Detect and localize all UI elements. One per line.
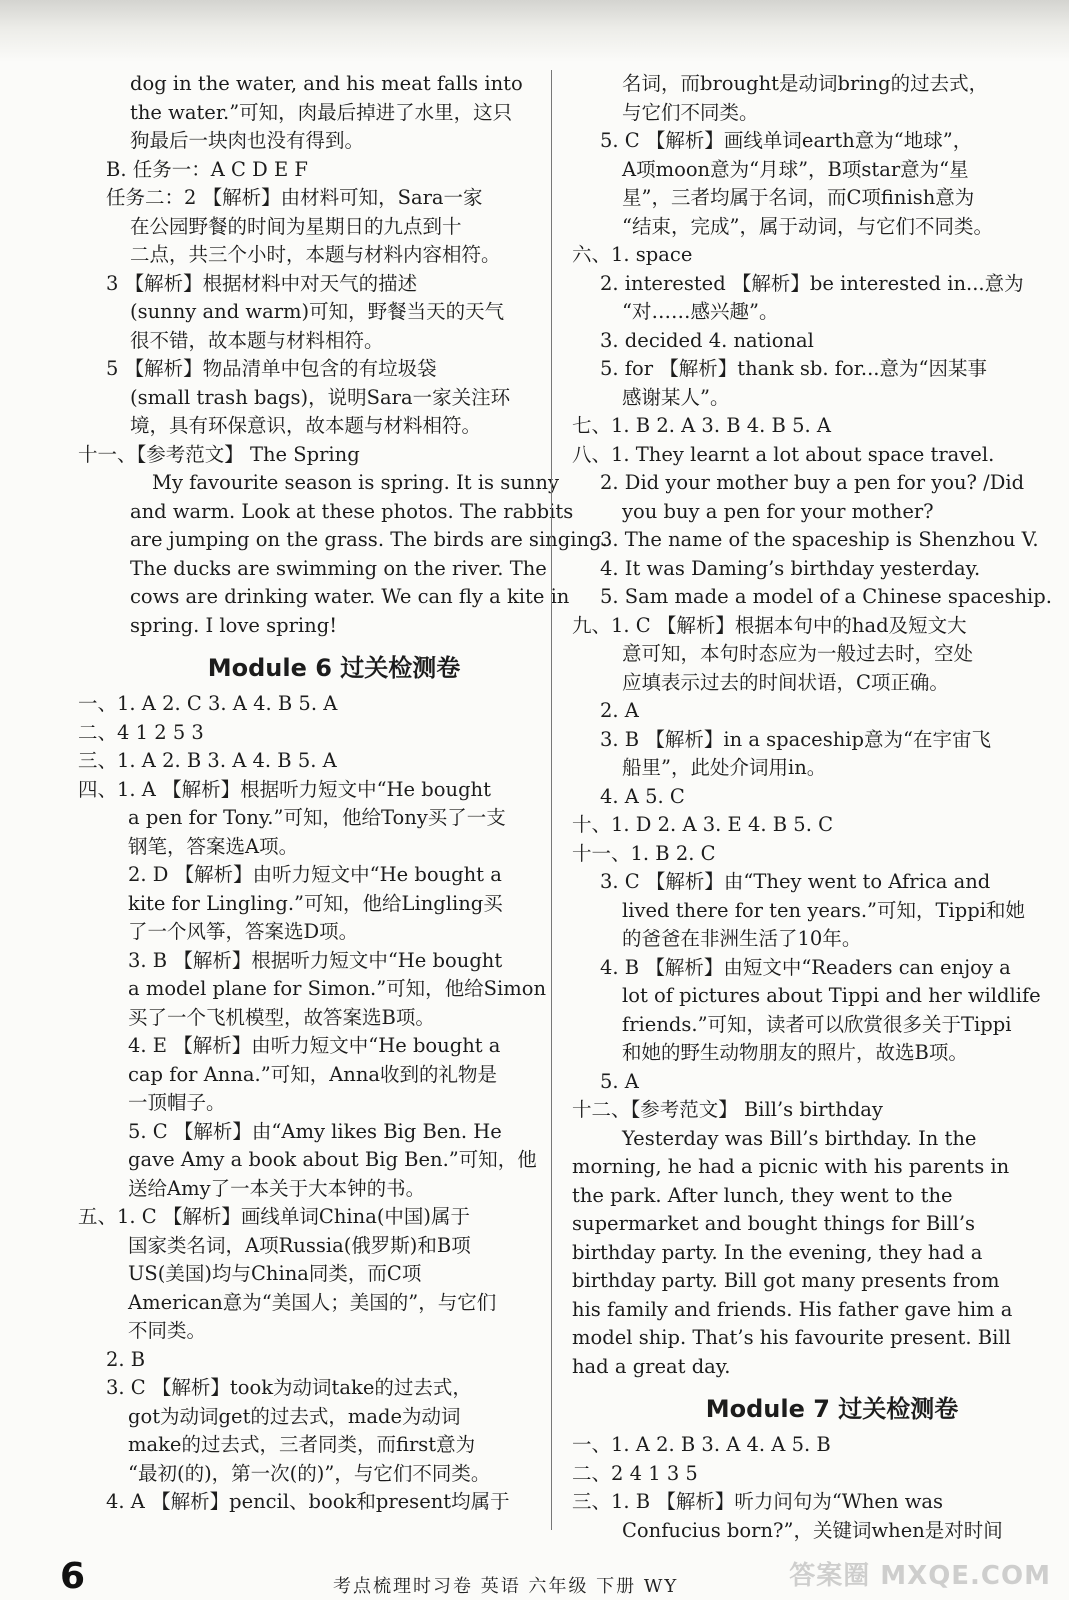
answer-line: (small trash bags)，说明Sara一家关注环 [130, 385, 511, 409]
answer-line: 钢笔，答案选A项。 [128, 834, 299, 858]
answer-line: 七、1. B 2. A 3. B 4. B 5. A [572, 414, 831, 437]
answer-line: 3. C 【解析】took为动词take的过去式， [106, 1376, 472, 1399]
right-answer-column [572, 70, 1052, 1545]
answer-line: 九、1. C 【解析】根据本句中的had及短文大 [572, 613, 967, 637]
answer-line: A项moon意为“月球”，B项star意为“星 [622, 157, 969, 181]
answer-line: 3. The name of the spaceship is Shenzhou V. [600, 528, 1039, 551]
answer-line: 4. A 5. C [600, 784, 685, 808]
answer-line: US(美国)均与China同类，而C项 [128, 1262, 422, 1285]
answer-line: a pen for Tony.”可知，他给Tony买了一支 [128, 806, 506, 829]
answer-line: The ducks are swimming on the river. The [130, 556, 547, 580]
answer-line: 三、1. A 2. B 3. A 4. B 5. A [78, 749, 337, 772]
answer-line: 2. A [600, 699, 639, 722]
answer-line: 应填表示过去的时间状语，C项正确。 [622, 670, 949, 694]
answer-line: (sunny and warm)可知，野餐当天的天气 [130, 300, 505, 323]
left-answer-column [78, 70, 608, 1517]
answer-line: Yesterday was Bill’s birthday. In the [622, 1126, 977, 1150]
answer-line: 5. C 【解析】由“Amy likes Big Ben. He [128, 1119, 502, 1143]
answer-line: had a great day. [572, 1354, 731, 1378]
answer-line: 2. Did your mother buy a pen for you? /Did [600, 471, 1025, 494]
answer-line: model ship. That’s his favourite present. Bill [572, 1326, 1011, 1349]
answer-line: gave Amy a book about Big Ben.”可知，他 [128, 1148, 537, 1171]
answer-line: 一顶帽子。 [128, 1091, 226, 1114]
answer-line: 2. interested 【解析】be interested in...意为 [600, 271, 1024, 295]
answer-line: lot of pictures about Tippi and her wildlife [622, 984, 1041, 1007]
answer-line: 三、1. B 【解析】听力问句为“When was [572, 1490, 944, 1513]
answer-line: 感谢某人”。 [622, 385, 730, 409]
answer-line: kite for Lingling.”可知，他给Lingling买 [128, 891, 503, 915]
answer-line: My favourite season is spring. It is sunny [152, 471, 559, 494]
answer-line: 十二、【参考范文】 Bill’s birthday [572, 1098, 883, 1121]
answer-line: 4. E 【解析】由听力短文中“He bought a [128, 1034, 501, 1057]
answer-line: 国家类名词，A项Russia(俄罗斯)和B项 [128, 1233, 471, 1257]
answer-line: 买了一个飞机模型，故答案选B项。 [128, 1005, 435, 1029]
answer-line: 5. C 【解析】画线单词earth意为“地球”， [600, 129, 973, 152]
answer-line: 的爸爸在非洲生活了10年。 [622, 927, 862, 950]
answer-line: 4. It was Daming’s birthday yesterday. [600, 556, 981, 580]
answer-line: cap for Anna.”可知，Anna收到的礼物是 [128, 1062, 498, 1086]
answer-line: the water.”可知，肉最后掉进了水里，这只 [130, 100, 513, 124]
answer-line: 和她的野生动物朋友的照片，故选B项。 [622, 1041, 968, 1064]
answer-line: 3. decided 4. national [600, 328, 814, 352]
answer-line: 5. Sam made a model of a Chinese spaceship. [600, 585, 1052, 608]
answer-line: “对……感兴趣”。 [622, 300, 779, 323]
answer-line: morning, he had a picnic with his parents in [572, 1155, 1010, 1178]
answer-line: 境，具有环保意识，故本题与材料相符。 [130, 414, 482, 437]
answer-line: 十、1. D 2. A 3. E 4. B 5. C [572, 813, 834, 836]
answer-line: 意可知，本句时态应为一般过去时，空处 [622, 642, 974, 665]
answer-line: “结束，完成”，属于动词，与它们不同类。 [622, 214, 993, 238]
answer-line: 4. A 【解析】pencil、book和present均属于 [106, 1490, 510, 1513]
answer-line: 3 【解析】根据材料中对天气的描述 [106, 271, 418, 295]
column-divider [551, 70, 552, 1530]
answer-line: cows are drinking water. We can fly a kite in [130, 585, 570, 608]
answer-line: and warm. Look at these photos. The rabbits [130, 499, 574, 523]
answer-line: the park. After lunch, they went to the [572, 1183, 953, 1207]
answer-line: American意为“美国人；美国的”，与它们 [128, 1290, 497, 1314]
answer-line: his family and friends. His father gave him a [572, 1297, 1013, 1321]
answer-line: B. 任务一：A C D E F [106, 157, 308, 181]
answer-line: 六、1. space [572, 243, 693, 266]
answer-line: 一、1. A 2. B 3. A 4. A 5. B [572, 1433, 831, 1456]
answer-line: 名词，而brought是动词bring的过去式， [622, 72, 989, 95]
answer-line: 与它们不同类。 [622, 100, 759, 124]
answer-line: a model plane for Simon.”可知，他给Simon [128, 977, 547, 1000]
answer-line: friends.”可知，读者可以欣赏很多关于Tippi [622, 1012, 1012, 1036]
page-top-band [0, 0, 1069, 62]
answer-line: are jumping on the grass. The birds are singing. [130, 528, 608, 551]
watermark: 答案圈 MXQE.COM [789, 1561, 1051, 1591]
answer-line: 4. B 【解析】由短文中“Readers can enjoy a [600, 955, 1011, 979]
answer-line: 船里”，此处介词用in。 [622, 756, 827, 779]
answer-line: 5 【解析】物品清单中包含的有垃圾袋 [106, 357, 437, 380]
answer-line: 5. A [600, 1069, 639, 1093]
answer-line: 十一、【参考范文】 The Spring [78, 442, 360, 466]
answer-line: Confucius born?”，关键词when是对时间 [622, 1518, 1003, 1542]
answer-line: you buy a pen for your mother? [622, 499, 934, 523]
answer-line: 星”，三者均属于名词，而C项finish意为 [622, 186, 975, 209]
page-number: 6 [60, 1556, 86, 1597]
answer-line: 一、1. A 2. C 3. A 4. B 5. A [78, 692, 338, 715]
answer-line: 3. B 【解析】根据听力短文中“He bought [128, 948, 503, 972]
answer-line: dog in the water, and his meat falls into [130, 72, 523, 95]
answer-line: 送给Amy了一本关于大本钟的书。 [128, 1176, 426, 1200]
answer-line: 五、1. C 【解析】画线单词China(中国)属于 [78, 1205, 471, 1228]
answer-line: 2. D 【解析】由听力短文中“He bought a [128, 863, 502, 886]
answer-line: 四、1. A 【解析】根据听力短文中“He bought [78, 777, 491, 801]
answer-line: 二点，共三个小时，本题与材料内容相符。 [130, 243, 501, 266]
answer-line: 八、1. They learnt a lot about space travel. [572, 442, 995, 466]
answer-line: birthday party. In the evening, they had a [572, 1240, 983, 1264]
answer-line: supermarket and bought things for Bill’s [572, 1212, 976, 1235]
answer-line: 在公园野餐的时间为星期日的九点到十 [130, 214, 462, 238]
answer-line: lived there for ten years.”可知，Tippi和她 [622, 898, 1025, 922]
answer-line: 3. C 【解析】由“They went to Africa and [600, 870, 991, 893]
book-title: 考点梳理时习卷 英语 六年级 下册 WY [333, 1576, 679, 1597]
answer-line: make的过去式，三者同类，而first意为 [128, 1433, 476, 1456]
answer-line: spring. I love spring! [130, 613, 338, 637]
answer-line: 任务二：2 【解析】由材料可知，Sara一家 [106, 186, 483, 209]
answer-line: 5. for 【解析】thank sb. for...意为“因某事 [600, 357, 987, 380]
answer-line: 2. B [106, 1347, 146, 1371]
module-heading: Module 7 过关检测卷 [705, 1395, 959, 1423]
answer-line: 不同类。 [128, 1319, 207, 1342]
answer-line: 二、4 1 2 5 3 [78, 720, 204, 744]
answer-line: birthday party. Bill got many presents from [572, 1269, 1000, 1292]
answer-line: 3. B 【解析】in a spaceship意为“在宇宙飞 [600, 727, 991, 751]
answer-line: 二、2 4 1 3 5 [572, 1461, 698, 1485]
answer-line: got为动词get的过去式，made为动词 [128, 1404, 461, 1428]
answer-line: 了一个风筝，答案选D项。 [128, 920, 359, 943]
answer-line: 狗最后一块肉也没有得到。 [130, 129, 365, 152]
answer-line: 十一、1. B 2. C [572, 841, 716, 865]
answer-line: 很不错，故本题与材料相符。 [130, 328, 384, 352]
module-heading: Module 6 过关检测卷 [207, 654, 461, 682]
answer-line: “最初(的)，第一次(的)”，与它们不同类。 [128, 1461, 491, 1485]
